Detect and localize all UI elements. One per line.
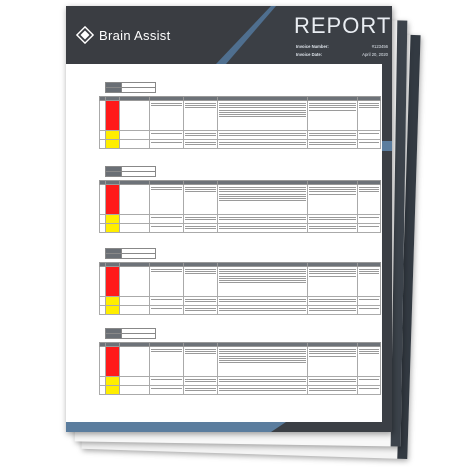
risk-high-cell <box>106 267 120 297</box>
invoice-number-label: Invoice Number: <box>296 44 329 49</box>
invoice-date-label: Invoice Date: <box>296 52 323 57</box>
report-block-2 <box>99 166 381 233</box>
risk-medium-cell <box>106 215 120 224</box>
block-summary-table <box>105 82 156 93</box>
block-detail-table <box>99 342 381 395</box>
logo <box>76 26 171 44</box>
side-stripe <box>382 64 392 432</box>
risk-high-cell <box>106 101 120 131</box>
side-accent <box>382 141 392 151</box>
block-detail-table <box>99 96 381 149</box>
report-block-4 <box>99 328 381 395</box>
brain-assist-logo-icon <box>76 26 94 44</box>
risk-medium-cell <box>106 386 120 395</box>
invoice-date-value: April 20, 2020 <box>362 52 388 57</box>
report-page <box>66 6 392 432</box>
block-summary-table <box>105 166 156 177</box>
report-block-1 <box>99 82 381 149</box>
block-detail-table <box>99 180 381 233</box>
invoice-number-value: #123456 <box>371 44 388 49</box>
report-title: REPORT <box>294 13 392 38</box>
report-block-3 <box>99 248 381 315</box>
invoice-meta <box>296 44 388 60</box>
risk-medium-cell <box>106 140 120 149</box>
risk-medium-cell <box>106 306 120 315</box>
risk-medium-cell <box>106 297 120 306</box>
brand-name: Brain Assist <box>99 27 171 43</box>
block-summary-table <box>105 248 156 259</box>
risk-medium-cell <box>106 377 120 386</box>
risk-medium-cell <box>106 131 120 140</box>
block-detail-table <box>99 262 381 315</box>
block-summary-table <box>105 328 156 339</box>
risk-medium-cell <box>106 224 120 233</box>
risk-high-cell <box>106 185 120 215</box>
risk-high-cell <box>106 347 120 377</box>
